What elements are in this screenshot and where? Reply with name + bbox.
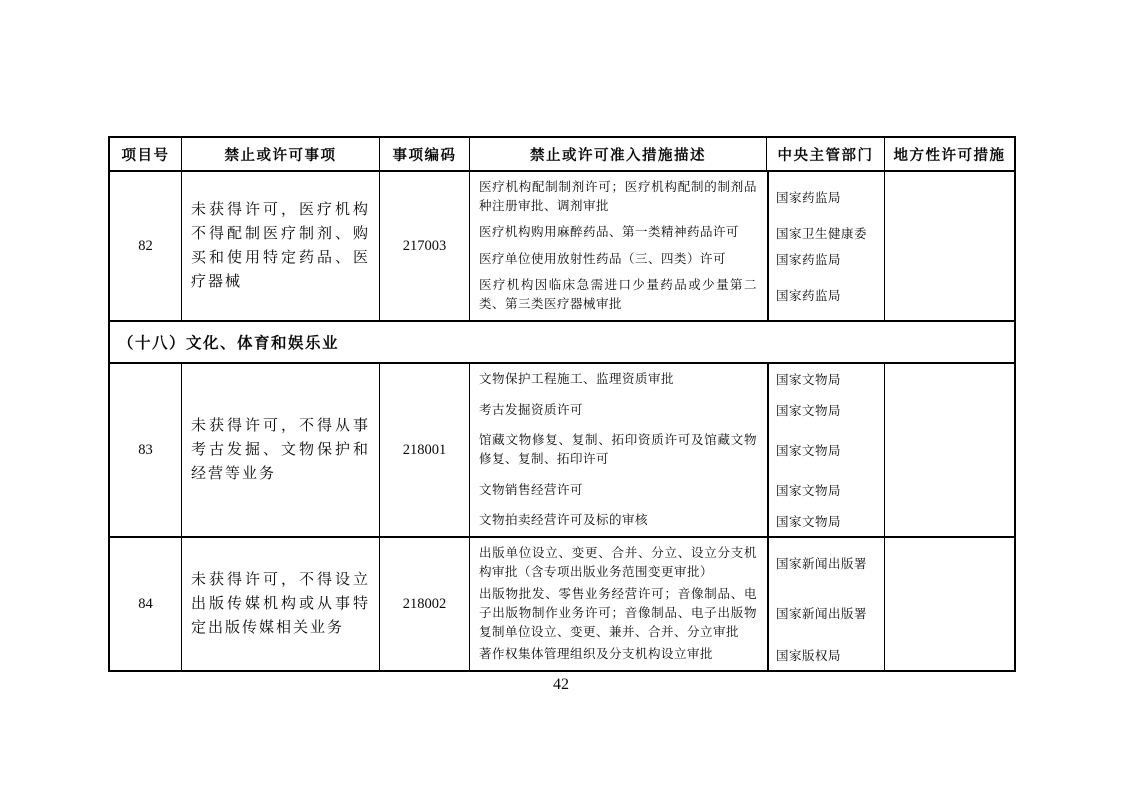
measure-row [470, 481, 884, 500]
measure-row [470, 250, 884, 269]
central-department: 国家卫生健康委 [776, 226, 868, 241]
prohibited-matter-text: 未获得许可，不得从事考古发掘、文物保护和经营等业务 [191, 418, 370, 482]
header-item-number: 项目号 [110, 138, 182, 170]
central-department: 国家文物局 [776, 373, 842, 388]
measure-description: 出版物批发、零售业务经营许可；音像制品、电子出版物制作业务许可；音像制品、电子出版物复制单位设立、变更、兼并、合并、分立审批 [479, 587, 757, 639]
measure-row [470, 585, 884, 641]
prohibited-matter-text: 未获得许可，医疗机构不得配制医疗制剂、购买和使用特定药品、医疗器械 [191, 202, 370, 290]
central-department: 国家新闻出版署 [776, 556, 868, 571]
prohibited-matter [182, 364, 380, 536]
table-row [110, 172, 1014, 322]
measure-row [470, 401, 884, 420]
page-number: 42 [553, 676, 569, 693]
item-code: 217003 [380, 172, 470, 320]
measure-description: 医疗机构配制制剂许可；医疗机构配制的制剂品种注册审批、调剂审批 [479, 180, 757, 213]
local-measures-cell [885, 538, 1014, 670]
central-department: 国家文物局 [776, 444, 842, 458]
measure-row [470, 223, 884, 242]
measure-description: 馆藏文物修复、复制、拓印资质许可及馆藏文物修复、复制、拓印许可 [479, 433, 757, 466]
measures-cell [470, 364, 885, 536]
local-measures-cell [885, 364, 1014, 536]
measure-description: 著作权集体管理组织及分支机构设立审批 [479, 647, 714, 662]
item-number: 83 [110, 364, 182, 536]
prohibited-matter [182, 538, 380, 670]
header-local-measures: 地方性许可措施 [893, 147, 1006, 164]
header-measure-description: 禁止或许可准入措施描述 [470, 138, 767, 170]
column-divider [767, 538, 769, 670]
central-department: 国家新闻出版署 [776, 607, 868, 622]
column-divider [767, 364, 769, 536]
measure-row [470, 544, 884, 582]
measure-row [470, 276, 884, 314]
measure-description: 医疗机构购用麻醉药品、第一类精神药品许可 [479, 225, 740, 240]
measures-cell [470, 172, 885, 320]
table-row [110, 538, 1014, 670]
measure-description: 文物拍卖经营许可及标的审核 [479, 513, 649, 528]
table-row [110, 364, 1014, 538]
central-department: 国家药监局 [776, 253, 842, 268]
measure-row [470, 645, 884, 664]
measure-description: 出版单位设立、变更、合并、分立、设立分支机构审批（含专项出版业务范围变更审批） [479, 546, 757, 579]
measure-row [470, 178, 884, 216]
measure-row [470, 511, 884, 530]
central-department: 国家药监局 [776, 289, 842, 304]
item-number: 84 [110, 538, 182, 670]
prohibited-matter [182, 172, 380, 320]
header-central-department: 中央主管部门 [767, 138, 885, 170]
central-department: 国家版权局 [776, 648, 842, 663]
item-code: 218001 [380, 364, 470, 536]
central-department: 国家文物局 [776, 484, 842, 498]
measures-cell [470, 538, 885, 670]
measure-description: 文物保护工程施工、监理资质审批 [479, 372, 675, 386]
measure-row [470, 370, 884, 389]
measure-description: 医疗单位使用放射性药品（三、四类）许可 [479, 251, 727, 266]
central-department: 国家文物局 [776, 404, 842, 418]
item-number: 82 [110, 172, 182, 320]
table-header-row [110, 138, 1014, 172]
header-prohibited-matter: 禁止或许可事项 [182, 138, 380, 170]
local-measures-cell [885, 172, 1014, 320]
measure-row [470, 431, 884, 469]
central-department: 国家药监局 [776, 190, 842, 205]
section-title: （十八）文化、体育和娱乐业 [118, 335, 340, 352]
measure-description: 文物销售经营许可 [479, 482, 584, 497]
central-department: 国家文物局 [776, 514, 842, 529]
section-row [110, 322, 1014, 364]
header-item-code: 事项编码 [380, 138, 470, 170]
column-divider [767, 172, 769, 320]
prohibited-matter-text: 未获得许可，不得设立出版传媒机构或从事特定出版传媒相关业务 [191, 572, 370, 636]
measure-description: 考古发掘资质许可 [479, 402, 584, 417]
measure-description: 医疗机构因临床急需进口少量药品或少量第二类、第三类医疗器械审批 [479, 278, 757, 312]
item-code: 218002 [380, 538, 470, 670]
access-measures-table [108, 136, 1016, 672]
